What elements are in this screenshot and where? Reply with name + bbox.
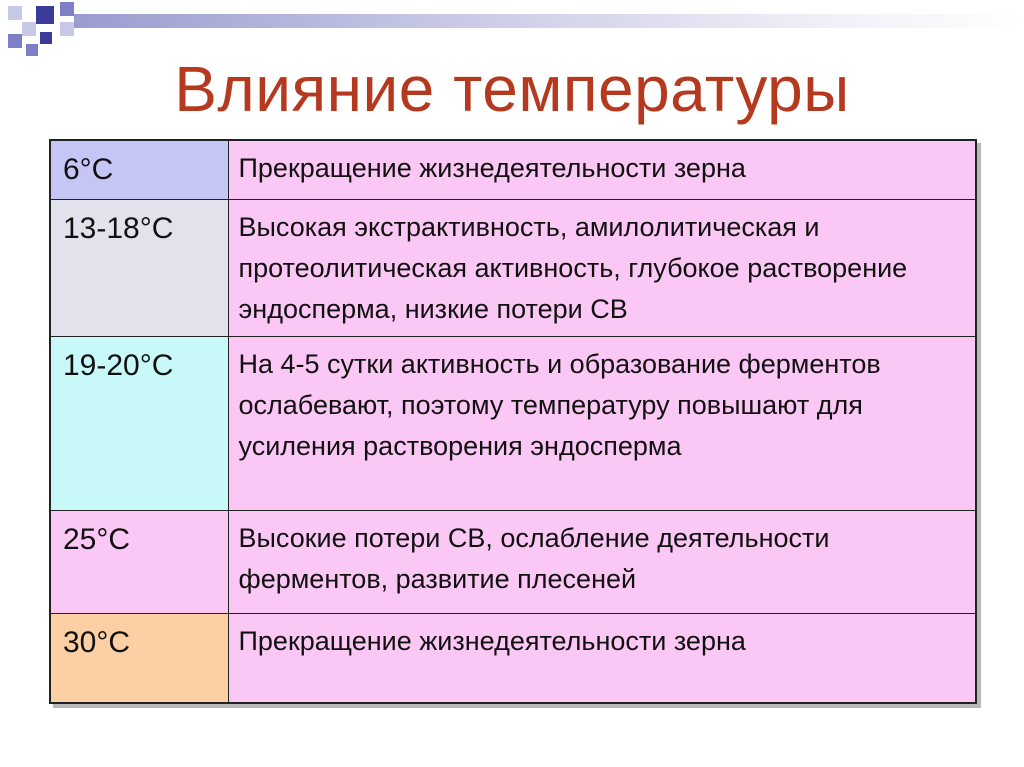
table-row xyxy=(50,336,976,510)
deco-square xyxy=(22,22,36,36)
table-row xyxy=(50,613,976,703)
temperature-table xyxy=(49,139,977,704)
temperature-cell: 13-18°C xyxy=(50,199,228,336)
deco-square xyxy=(60,22,74,36)
table-row xyxy=(50,510,976,613)
deco-square xyxy=(60,2,74,16)
slide-title: Влияние температуры xyxy=(174,53,850,125)
temperature-cell: 25°C xyxy=(50,510,228,613)
table-row xyxy=(50,199,976,336)
description-cell: Прекращение жизнедеятельности зерна xyxy=(228,140,976,199)
temperature-cell: 6°C xyxy=(50,140,228,199)
description-cell: Прекращение жизнедеятельности зерна xyxy=(228,613,976,703)
decorative-squares xyxy=(0,0,90,60)
description-cell: Высокая экстрактивность, амилолитическая и протеолитическая активность, глубокое растворение эндосперма, низкие потери СВ xyxy=(228,199,976,336)
deco-square xyxy=(40,32,52,44)
deco-square xyxy=(8,34,22,48)
header-gradient-bar xyxy=(74,14,1024,28)
temperature-cell: 19-20°C xyxy=(50,336,228,510)
deco-square xyxy=(36,6,54,24)
deco-square xyxy=(8,6,22,20)
temperature-cell: 30°C xyxy=(50,613,228,703)
description-cell: На 4-5 сутки активность и образование ферментов ослабевают, поэтому температуру повышают для усиления растворения эндосперма xyxy=(228,336,976,510)
description-cell: Высокие потери СВ, ослабление деятельности ферментов, развитие плесеней xyxy=(228,510,976,613)
table-row xyxy=(50,140,976,199)
